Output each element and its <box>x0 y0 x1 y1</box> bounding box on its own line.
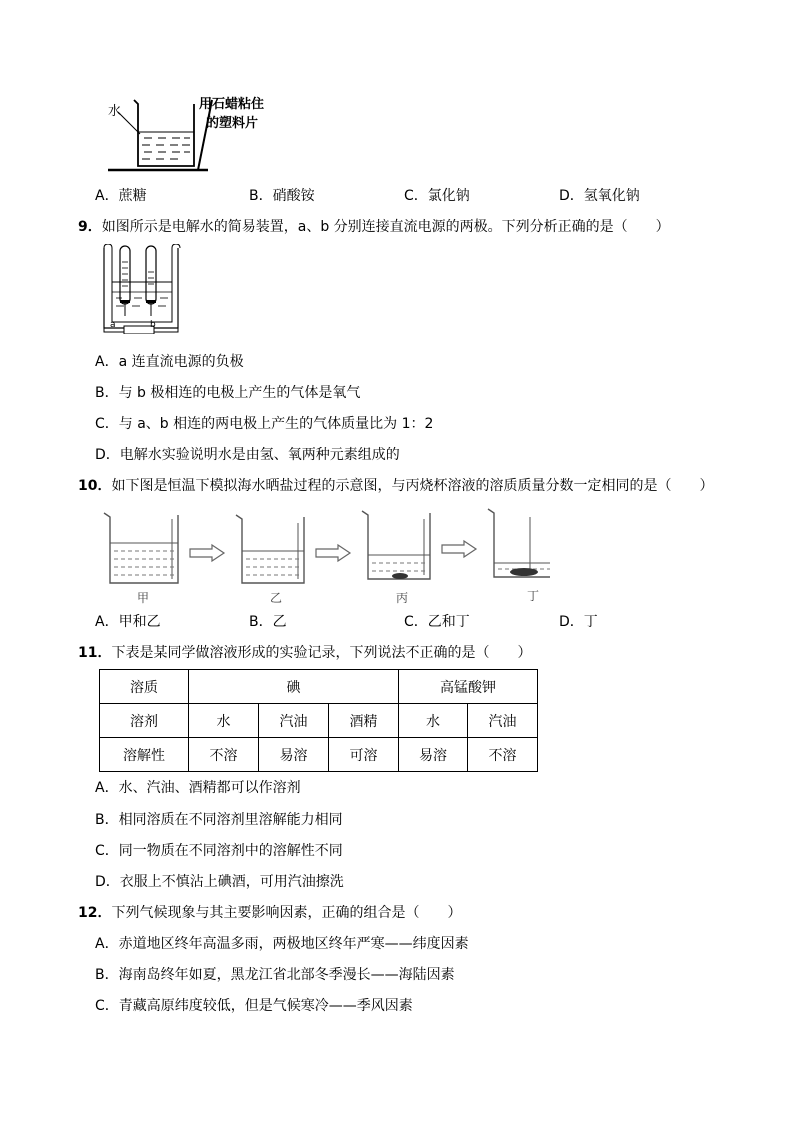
q11-option-c[interactable]: C．同一物质在不同溶剂中的溶解性不同 <box>95 843 343 859</box>
table-cell: 可溶 <box>329 738 399 772</box>
table-cell: 溶解性 <box>100 738 189 772</box>
q8-option-b[interactable]: B．硝酸铵 <box>249 188 315 204</box>
q12-number: 12． <box>78 905 112 921</box>
table-cell: 不溶 <box>189 738 259 772</box>
q11-number: 11． <box>78 645 112 661</box>
table-cell: 溶剂 <box>100 704 189 738</box>
table-cell: 高锰酸钾 <box>399 670 538 704</box>
table-cell: 汽油 <box>468 704 538 738</box>
q12-option-b[interactable]: B．海南岛终年如夏，黑龙江省北部冬季漫长——海陆因素 <box>95 967 455 983</box>
beaker-label-ding: 丁 <box>527 589 540 603</box>
q11-option-d[interactable]: D．衣服上不慎沾上碘酒，可用汽油擦洗 <box>95 874 344 890</box>
q9-stem <box>78 217 670 237</box>
q10-number: 10． <box>78 478 112 494</box>
q12-stem-text: 下列气候现象与其主要影响因素，正确的组合是（ ） <box>111 905 462 921</box>
q11-stem-text: 下表是某同学做溶液形成的实验记录，下列说法不正确的是（ ） <box>111 645 532 661</box>
q9-option-a[interactable]: A．a 连直流电源的负极 <box>95 354 244 370</box>
q8-option-a[interactable]: A．蔗糖 <box>95 188 147 204</box>
q9-option-d[interactable]: D．电解水实验说明水是由氢、氧两种元素组成的 <box>95 447 400 463</box>
beaker-label-jia: 甲 <box>137 591 150 605</box>
table-cell: 水 <box>189 704 259 738</box>
table-cell: 酒精 <box>329 704 399 738</box>
figure-label-water: 水 <box>108 104 122 119</box>
evaporation-beakers-figure <box>100 505 550 605</box>
q10-stem <box>78 476 713 496</box>
q11-option-a[interactable]: A．水、汽油、酒精都可以作溶剂 <box>95 780 301 796</box>
figure-label-note-line2: 的塑料片 <box>206 116 259 131</box>
solubility-table <box>99 669 538 772</box>
q12-stem <box>78 903 461 923</box>
table-cell: 易溶 <box>399 738 468 772</box>
table-row <box>100 738 538 772</box>
table-cell: 汽油 <box>259 704 329 738</box>
table-row <box>100 670 538 704</box>
beaker-label-bing: 丙 <box>396 591 409 605</box>
q12-option-a[interactable]: A．赤道地区终年高温多雨，两极地区终年严寒——纬度因素 <box>95 936 469 952</box>
table-cell: 不溶 <box>468 738 538 772</box>
q8-option-c[interactable]: C．氯化钠 <box>404 188 470 204</box>
figure-label-note-line1: 用石蜡粘住 <box>199 97 265 112</box>
q10-option-c[interactable]: C．乙和丁 <box>404 614 470 630</box>
q8-option-d[interactable]: D．氢氧化钠 <box>559 188 640 204</box>
q10-stem-text: 如下图是恒温下模拟海水晒盐过程的示意图，与丙烧杯溶液的溶质质量分数一定相同的是（ ） <box>111 478 714 494</box>
q9-number: 9． <box>78 219 102 235</box>
q11-stem <box>78 643 531 663</box>
table-cell: 碘 <box>189 670 399 704</box>
table-row <box>100 704 538 738</box>
table-cell: 易溶 <box>259 738 329 772</box>
fig9-label-b: b <box>150 320 156 330</box>
q9-option-c[interactable]: C．与 a、b 相连的两电极上产生的气体质量比为 1：2 <box>95 416 434 432</box>
table-cell: 水 <box>399 704 468 738</box>
q10-option-d[interactable]: D．丁 <box>559 614 598 630</box>
beaker-label-yi: 乙 <box>270 591 283 605</box>
electrolysis-apparatus-figure <box>96 244 182 334</box>
q10-option-b[interactable]: B．乙 <box>249 614 287 630</box>
fig9-label-a: a <box>110 320 116 330</box>
q11-option-b[interactable]: B．相同溶质在不同溶剂里溶解能力相同 <box>95 812 343 828</box>
q9-option-b[interactable]: B．与 b 极相连的电极上产生的气体是氧气 <box>95 385 361 401</box>
q10-option-a[interactable]: A．甲和乙 <box>95 614 161 630</box>
q9-stem-text: 如图所示是电解水的简易装置，a、b 分别连接直流电源的两极。下列分析正确的是（ ） <box>101 219 670 235</box>
table-cell: 溶质 <box>100 670 189 704</box>
q12-option-c[interactable]: C．青藏高原纬度较低，但是气候寒冷——季风因素 <box>95 998 413 1014</box>
